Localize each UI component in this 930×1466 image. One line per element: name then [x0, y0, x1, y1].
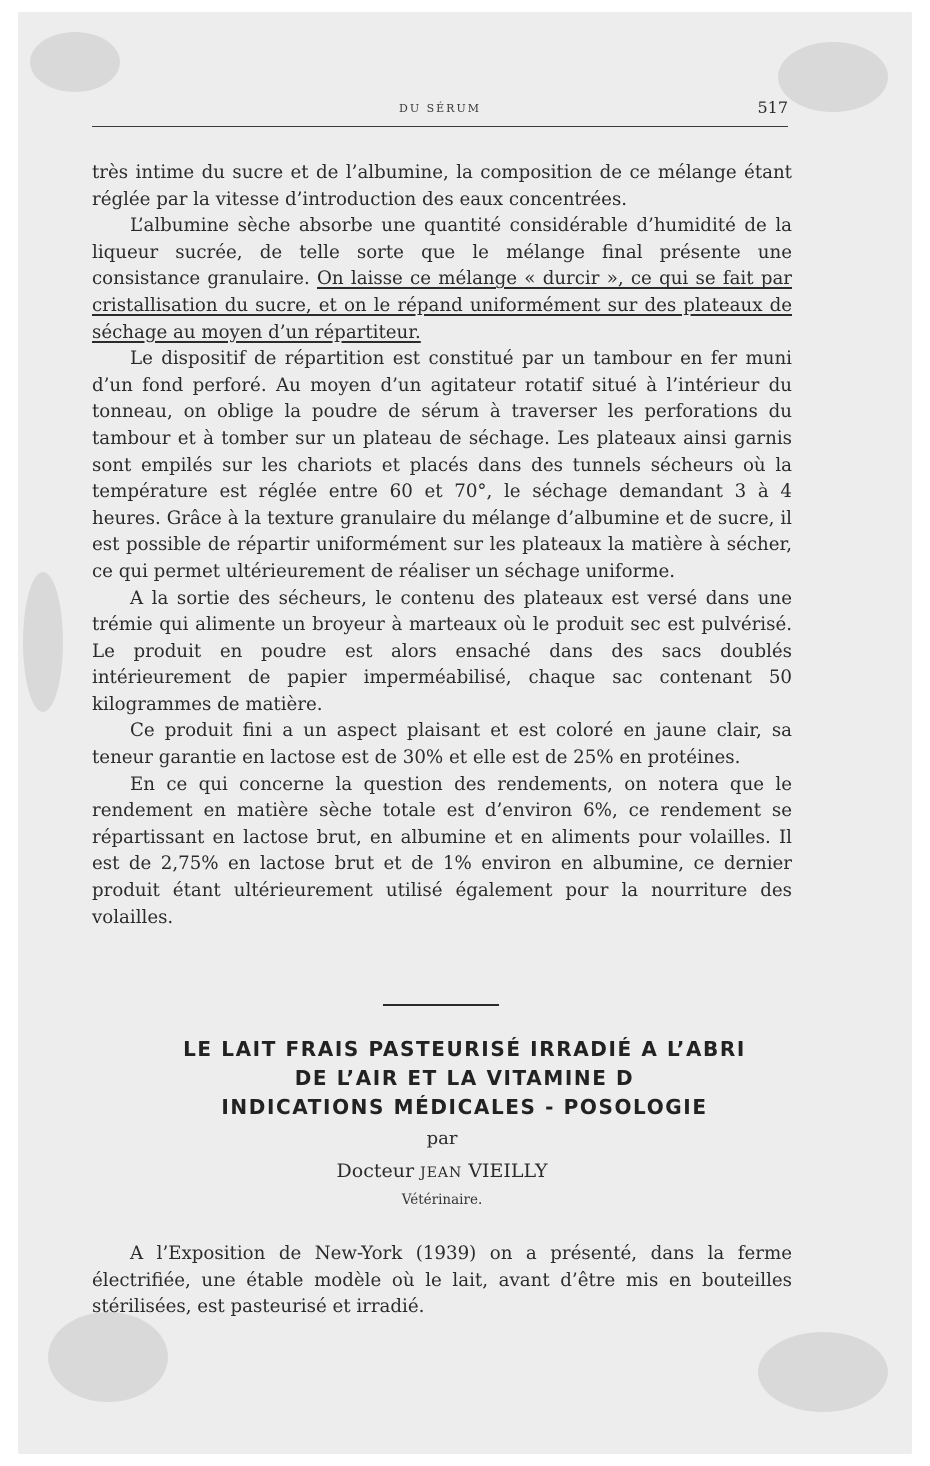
page-number: 517 [757, 98, 788, 117]
paragraph-2 [92, 213, 792, 346]
article-intro [92, 1241, 792, 1321]
paragraph-6: En ce qui concerne la question des rendements, on notera que le rendement en matière sèche totale est d’environ 6%, ce rendement se répartissant en lactose brut, en albumine et en aliments pour volailles. Il est de 2,75% en lactose brut et de 1% environ en albumine, ce dernier produit étant ultérieurement utilisé également pour la nourriture des volailles. [92, 773, 792, 928]
paragraph-4: A la sortie des sécheurs, le contenu des plateaux est versé dans une trémie qui alimente un broyeur à marteaux où le produit sec est pulvérisé. Le produit en poudre est alors ensaché dans des sacs doublés intérieurement de papier imperméabilisé, chaque sac contenant 50 kilogrammes de matière. [92, 587, 792, 715]
article-title-line-2: DE L’AIR ET LA VITAMINE D [294, 1066, 635, 1090]
body-text [92, 160, 792, 931]
author-last-name: VIEILLY [462, 1160, 548, 1182]
paper-blemish [48, 1312, 168, 1402]
running-title: DU SÉRUM [399, 102, 481, 115]
author-name [92, 1160, 792, 1182]
article-title-line-3: INDICATIONS MÉDICALES - POSOLOGIE [221, 1095, 708, 1119]
paragraph-3: Le dispositif de répartition est constitué par un tambour en fer muni d’un fond perforé. Au moyen d’un agitateur rotatif situé à l’intérieur du tonneau, on oblige la poudre de sérum à traverser les perforations du tambour et à tomber sur un plateau de séchage. Les plateaux ainsi garnis sont empilés sur les chariots et placés dans des tunnels sécheurs où la température est réglée entre 60 et 70°, le séchage demandant 3 à 4 heures. Grâce à la texture granulaire du mélange d’albumine et de sucre, il est possible de répartir uniformément sur les plateaux la matière à sécher, ce qui permet ultérieurement de réaliser un séchage uniforme. [92, 348, 792, 582]
header-rule [92, 126, 788, 127]
paper-blemish [23, 572, 63, 712]
paragraph-2-text: L’albumine sèche absorbe une quantité considérable d’humidité de la liqueur sucrée, de telle sorte que le mélange final présente une consistance granulaire. [92, 215, 792, 290]
author-prefix: Docteur [336, 1160, 421, 1182]
intro-paragraph: A l’Exposition de New-York (1939) on a présenté, dans la ferme électrifiée, une étable modèle où le lait, avant d’être mis en bouteilles stérilisées, est pasteurisé et irradié. [92, 1243, 792, 1318]
page-header [92, 98, 788, 120]
author-first-name: JEAN [420, 1165, 463, 1181]
author-role: Vétérinaire. [401, 1192, 483, 1208]
section-divider [383, 1004, 499, 1006]
paragraph-1: très intime du sucre et de l’albumine, la composition de ce mélange étant réglée par la vitesse d’introduction des eaux concentrées. [92, 162, 792, 210]
paper-blemish [758, 1332, 888, 1412]
paper-blemish [778, 42, 888, 112]
article-title-line-1: LE LAIT FRAIS PASTEURISÉ IRRADIÉ A L’ABRI [183, 1037, 746, 1061]
article-title [92, 1035, 837, 1122]
byline-par: par [426, 1128, 458, 1149]
paper-blemish [30, 32, 120, 92]
underlined-passage: On laisse ce mélange « durcir », ce qui se fait par cristallisation du sucre, et on le répand uniformément sur des plateaux de séchage au moyen d’un répartiteur. [92, 268, 792, 343]
paragraph-5: Ce produit fini a un aspect plaisant et est coloré en jaune clair, sa teneur garantie en lactose est de 30% et elle est de 25% en protéines. [92, 720, 792, 769]
